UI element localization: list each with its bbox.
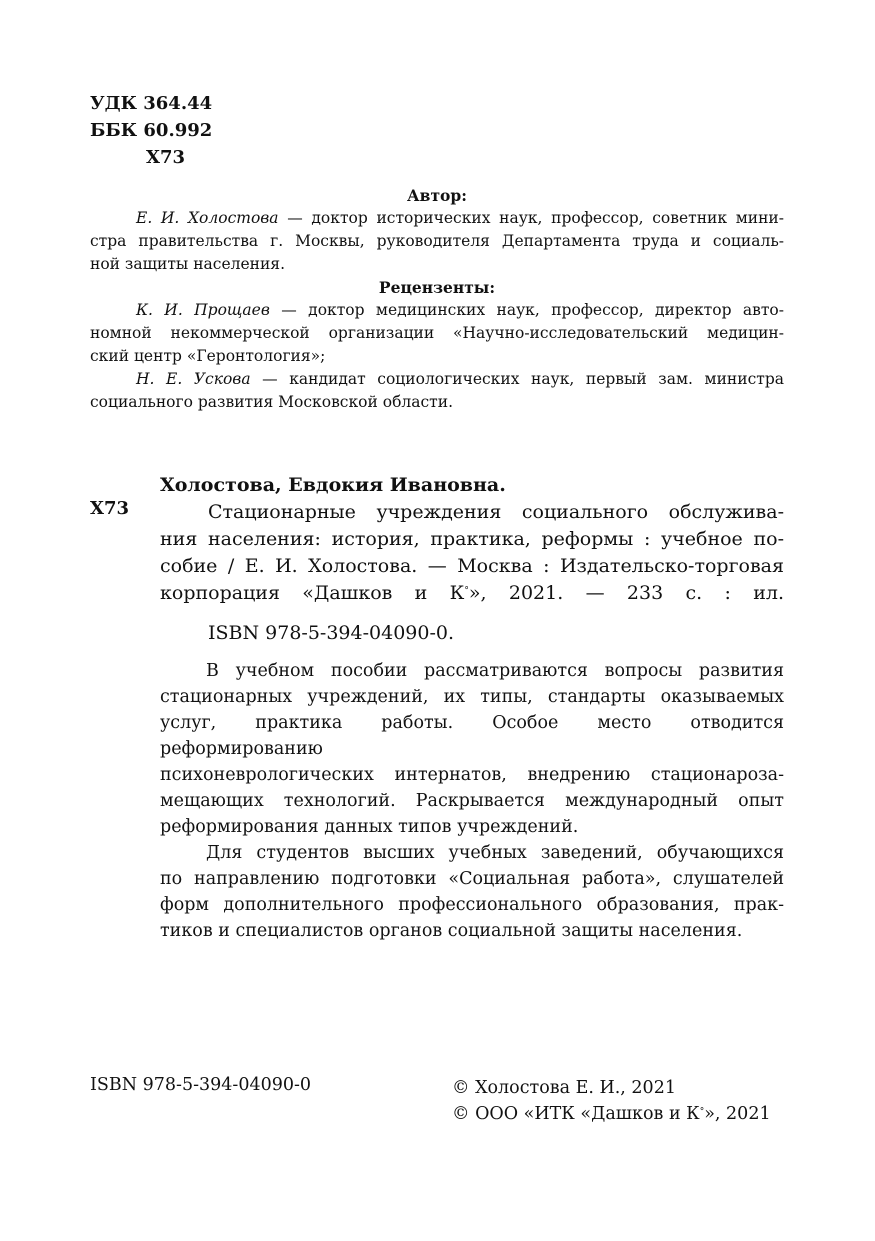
bbk-code: ББК 60.992 — [90, 120, 213, 141]
reviewers-section — [90, 276, 784, 414]
author-heading: Автор: — [407, 186, 467, 205]
annotation-line: услуг, практика работы. Особое место отводится реформированию — [160, 713, 784, 759]
annotation-line: Для студентов высших учебных заведений, обучающихся — [206, 843, 784, 863]
annotation-line: психоневрологических интернатов, внедрению стационароза- — [160, 765, 784, 785]
annotation-line: стационарных учреждений, их типы, стандарты оказываемых — [160, 687, 784, 707]
footer-isbn: ISBN 978-5-394-04090-0 — [90, 1075, 312, 1095]
author-line: стра правительства г. Москвы, руководителя Департамента труда и социаль- — [90, 232, 784, 250]
bibliographic-author-mark: Х73 — [90, 498, 130, 519]
copyright-publisher: © ООО «ИТК «Дашков и К°», 2021 — [452, 1104, 771, 1124]
bibliographic-record — [160, 472, 784, 647]
annotation-line: форм дополнительного профессионального образования, прак- — [160, 895, 784, 915]
annotation-line: мещающих технологий. Раскрывается международный опыт — [160, 791, 784, 811]
author-line: ной защиты населения. — [90, 255, 286, 273]
reviewer-line: социального развития Московской области. — [90, 393, 454, 411]
annotation — [160, 658, 784, 944]
annotation-line: по направлению подготовки «Социальная работа», слушателей — [160, 869, 784, 889]
reviewer-line: ский центр «Геронтология»; — [90, 347, 326, 365]
author-line: Е. И. Холостова — доктор исторических наук, профессор, советник мини- — [136, 209, 784, 227]
reviewer-line: К. И. Прощаев — доктор медицинских наук, профессор, директор авто- — [136, 301, 784, 319]
annotation-line: В учебном пособии рассматриваются вопросы развития — [206, 661, 784, 681]
bibliographic-author: Холостова, Евдокия Ивановна. — [160, 474, 506, 496]
udk-code: УДК 364.44 — [90, 93, 213, 114]
bibliographic-line: Стационарные учреждения социального обслужива- — [208, 501, 784, 523]
bibliographic-line: корпорация «Дашков и К°», 2021. — 233 с. : ил. — [160, 582, 784, 604]
author-section — [90, 184, 784, 276]
bibliographic-line: ния населения: история, практика, реформы : учебное по- — [160, 528, 784, 550]
annotation-line: тиков и специалистов органов социальной защиты населения. — [160, 921, 743, 941]
reviewers-heading: Рецензенты: — [378, 278, 496, 297]
classification-block — [90, 90, 212, 171]
reviewer-line: Н. Е. Ускова — кандидат социологических наук, первый зам. министра — [136, 370, 784, 388]
bibliographic-line: собие / Е. И. Холостова. — Москва : Издательско-торговая — [160, 555, 784, 577]
reviewer-line: номной некоммерческой организации «Научно-исследовательский медицин- — [90, 324, 784, 342]
footer-copyright — [452, 1075, 771, 1127]
copyright-author: © Холостова Е. И., 2021 — [452, 1078, 676, 1098]
bibliographic-isbn: ISBN 978-5-394-04090-0. — [208, 622, 455, 644]
author-mark: Х73 — [146, 147, 186, 168]
annotation-line: реформирования данных типов учреждений. — [160, 817, 579, 837]
